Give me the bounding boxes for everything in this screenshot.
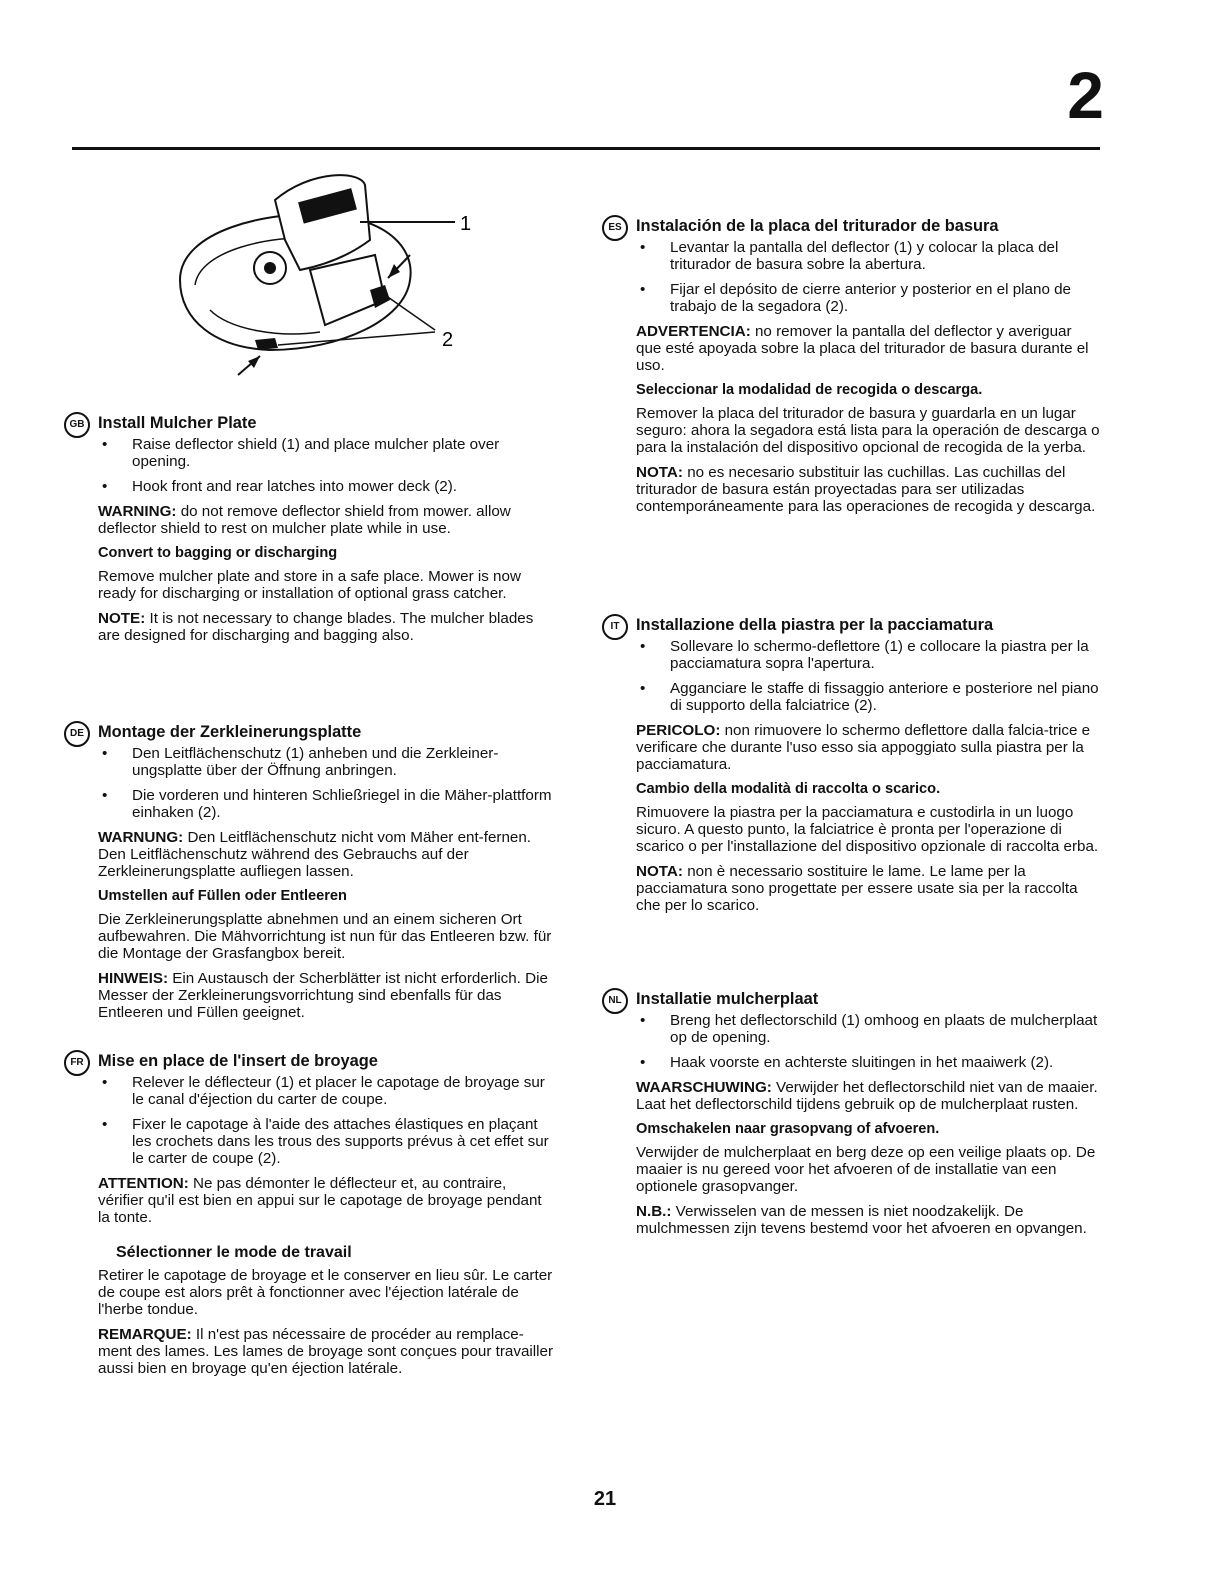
warning-paragraph: WARNING: do not remove deflector shield from mower. allow deflector shield to rest on mulcher plate while in use. <box>98 503 511 537</box>
subheading: Sélectionner le mode de travail <box>116 1244 352 1261</box>
note-paragraph: REMARQUE: Il n'est pas nécessaire de procéder au remplace-ment des lames. Les lames de broyage sont conçues pour travailler aussi bien en broyage qu'en éjection latérale. <box>98 1326 554 1377</box>
list-item: • Den Leitflächenschutz (1) anheben und die Zerkleiner-ungsplatte über der Öffnung anbringen. <box>98 745 556 779</box>
subheading: Cambio della modalità di raccolta o scarico. <box>636 781 941 797</box>
note-paragraph: NOTE: It is not necessary to change blades. The mulcher blades are designed for discharging and bagging also. <box>98 610 534 644</box>
language-flag-icon: IT <box>602 614 628 640</box>
bullet-list <box>636 638 1100 714</box>
bullet-list <box>98 745 556 821</box>
list-item: • Agganciare le staffe di fissaggio anteriore e posteriore nel piano di supporto della falciatrice (2). <box>636 680 1100 714</box>
list-item: • Relever le déflecteur (1) et placer le capotage de broyage sur le canal d'éjection du carter de coupe. <box>98 1074 556 1108</box>
language-flag-icon: NL <box>602 988 628 1014</box>
list-item: • Sollevare lo schermo-deflettore (1) e collocare la piastra per la pacciamatura sopra l'apertura. <box>636 638 1100 672</box>
body-paragraph: Die Zerkleinerungsplatte abnehmen und an einem sicheren Ort aufbewahren. Die Mähvorrichtung ist nun für das Entleeren bzw. für die Montage der Grasfangbox bereit. <box>98 911 552 962</box>
note-paragraph: NOTA: no es necesario substituir las cuchillas. Las cuchillas del triturador de basura están proyectadas para ser utilizadas contemporáneamente para las operaciones de recogida y descarga. <box>636 464 1096 515</box>
list-item: • Breng het deflectorschild (1) omhoog en plaats de mulcherplaat op de opening. <box>636 1012 1100 1046</box>
list-item: • Die vorderen und hinteren Schließriegel in die Mäher-plattform einhaken (2). <box>98 787 556 821</box>
callout-1: 1 <box>460 213 472 235</box>
section-title: FR Mise en place de l'insert de broyage <box>98 1053 556 1070</box>
bullet-list <box>636 1012 1100 1071</box>
warning-paragraph: PERICOLO: non rimuovere lo schermo deflettore dalla falcia-trice e verificare che durante l'uso esso sia appoggiato sulla piastra per la pacciamatura. <box>636 722 1091 773</box>
section-title: GB Install Mulcher Plate <box>98 415 556 432</box>
body-paragraph: Remover la placa del triturador de basura y guardarla en un lugar seguro: ahora la segadora está lista para la operación de descarga o para la instalación del dispositivo opcional de recogida de la yerba. <box>636 405 1100 456</box>
subheading: Omschakelen naar grasopvang of afvoeren. <box>636 1121 940 1137</box>
body-paragraph: Rimuovere la piastra per la pacciamatura e custodirla in un luogo sicuro. A questo punto, la falciatrice è pronta per l'operazione di scarico o per l'installazione del dispositivo opzionale di raccolta erba. <box>636 804 1099 855</box>
page-number: 21 <box>593 1488 617 1510</box>
bullet-list <box>636 239 1100 315</box>
section-fr <box>70 1052 556 1385</box>
section-es <box>608 217 1100 523</box>
list-item: • Fijar el depósito de cierre anterior y posterior en el plano de trabajo de la segadora (2). <box>636 281 1100 315</box>
section-title: DE Montage der Zerkleinerungsplatte <box>98 724 556 741</box>
list-item: • Levantar la pantalla del deflector (1) y colocar la placa del triturador de basura sobre la abertura. <box>636 239 1100 273</box>
note-paragraph: HINWEIS: Ein Austausch der Scherblätter ist nicht erforderlich. Die Messer der Zerkleinerungsvorrichtung sind ebenfalls für das Entleeren und Füllen geeignet. <box>98 970 548 1021</box>
section-title: IT Installazione della piastra per la pacciamatura <box>636 617 1100 634</box>
note-paragraph: N.B.: Verwisselen van de messen is niet noodzakelijk. De mulchmessen zijn tevens bestemd voor het afvoeren en opvangen. <box>636 1203 1087 1237</box>
language-flag-icon: ES <box>602 215 628 241</box>
warning-paragraph: ATTENTION: Ne pas démonter le déflecteur et, au contraire, vérifier qu'il est bien en appui sur le capotage de broyage pendant la tonte. <box>98 1175 542 1226</box>
bullet-list <box>98 1074 556 1167</box>
chapter-number: 2 <box>1067 58 1104 132</box>
subheading: Convert to bagging or discharging <box>98 545 338 561</box>
header-rule <box>72 147 1100 150</box>
body-paragraph: Verwijder de mulcherplaat en berg deze op een veilige plaats op. De maaier is nu gereed voor het afvoeren of de installatie van een optionele grasopvanger. <box>636 1144 1096 1195</box>
section-it <box>610 616 1100 922</box>
language-flag-icon: GB <box>64 412 90 438</box>
section-gb <box>69 414 556 652</box>
warning-paragraph: WAARSCHUWING: Verwijder het deflectorschild niet van de maaier. Laat het deflectorschild tijdens gebruik op de mulcherplaat rusten. <box>636 1079 1098 1113</box>
list-item: • Haak voorste en achterste sluitingen in het maaiwerk (2). <box>636 1054 1100 1071</box>
section-nl <box>608 990 1100 1245</box>
subheading: Seleccionar la modalidad de recogida o descarga. <box>636 382 983 398</box>
body-paragraph: Remove mulcher plate and store in a safe place. Mower is now ready for discharging or installation of optional grass catcher. <box>98 568 521 602</box>
warning-paragraph: ADVERTENCIA: no remover la pantalla del deflector y averiguar que esté apoyada sobre la placa del triturador de basura durante el uso. <box>636 323 1089 374</box>
list-item: • Raise deflector shield (1) and place mulcher plate over opening. <box>98 436 556 470</box>
language-flag-icon: FR <box>64 1050 90 1076</box>
note-paragraph: NOTA: non è necessario sostituire le lame. Le lame per la pacciamatura sono progettate per essere usate sia per la raccolta che per lo scarico. <box>636 863 1078 914</box>
section-title: NL Installatie mulcherplaat <box>636 991 1100 1008</box>
mower-deck-drawing <box>160 160 490 385</box>
warning-paragraph: WARNUNG: Den Leitflächenschutz nicht vom Mäher ent-fernen. Den Leitflächenschutz während des Gebrauchs auf der Zerkleinerungsplatte aufliegen lassen. <box>98 829 532 880</box>
section-title: ES Instalación de la placa del triturador de basura <box>636 218 1100 235</box>
callout-2: 2 <box>442 329 454 351</box>
bullet-list <box>98 436 556 495</box>
list-item: • Hook front and rear latches into mower deck (2). <box>98 478 556 495</box>
section-de <box>70 723 556 1029</box>
mulcher-plate-illustration <box>160 160 490 385</box>
subheading: Umstellen auf Füllen oder Entleeren <box>98 888 347 904</box>
language-flag-icon: DE <box>64 721 90 747</box>
list-item: • Fixer le capotage à l'aide des attaches élastiques en plaçant les crochets dans les trous des supports prévus à cet effet sur le carter de coupe (2). <box>98 1116 556 1167</box>
body-paragraph: Retirer le capotage de broyage et le conserver en lieu sûr. Le carter de coupe est alors prêt à fonctionner avec l'éjection latérale de l'herbe tondue. <box>98 1267 553 1318</box>
